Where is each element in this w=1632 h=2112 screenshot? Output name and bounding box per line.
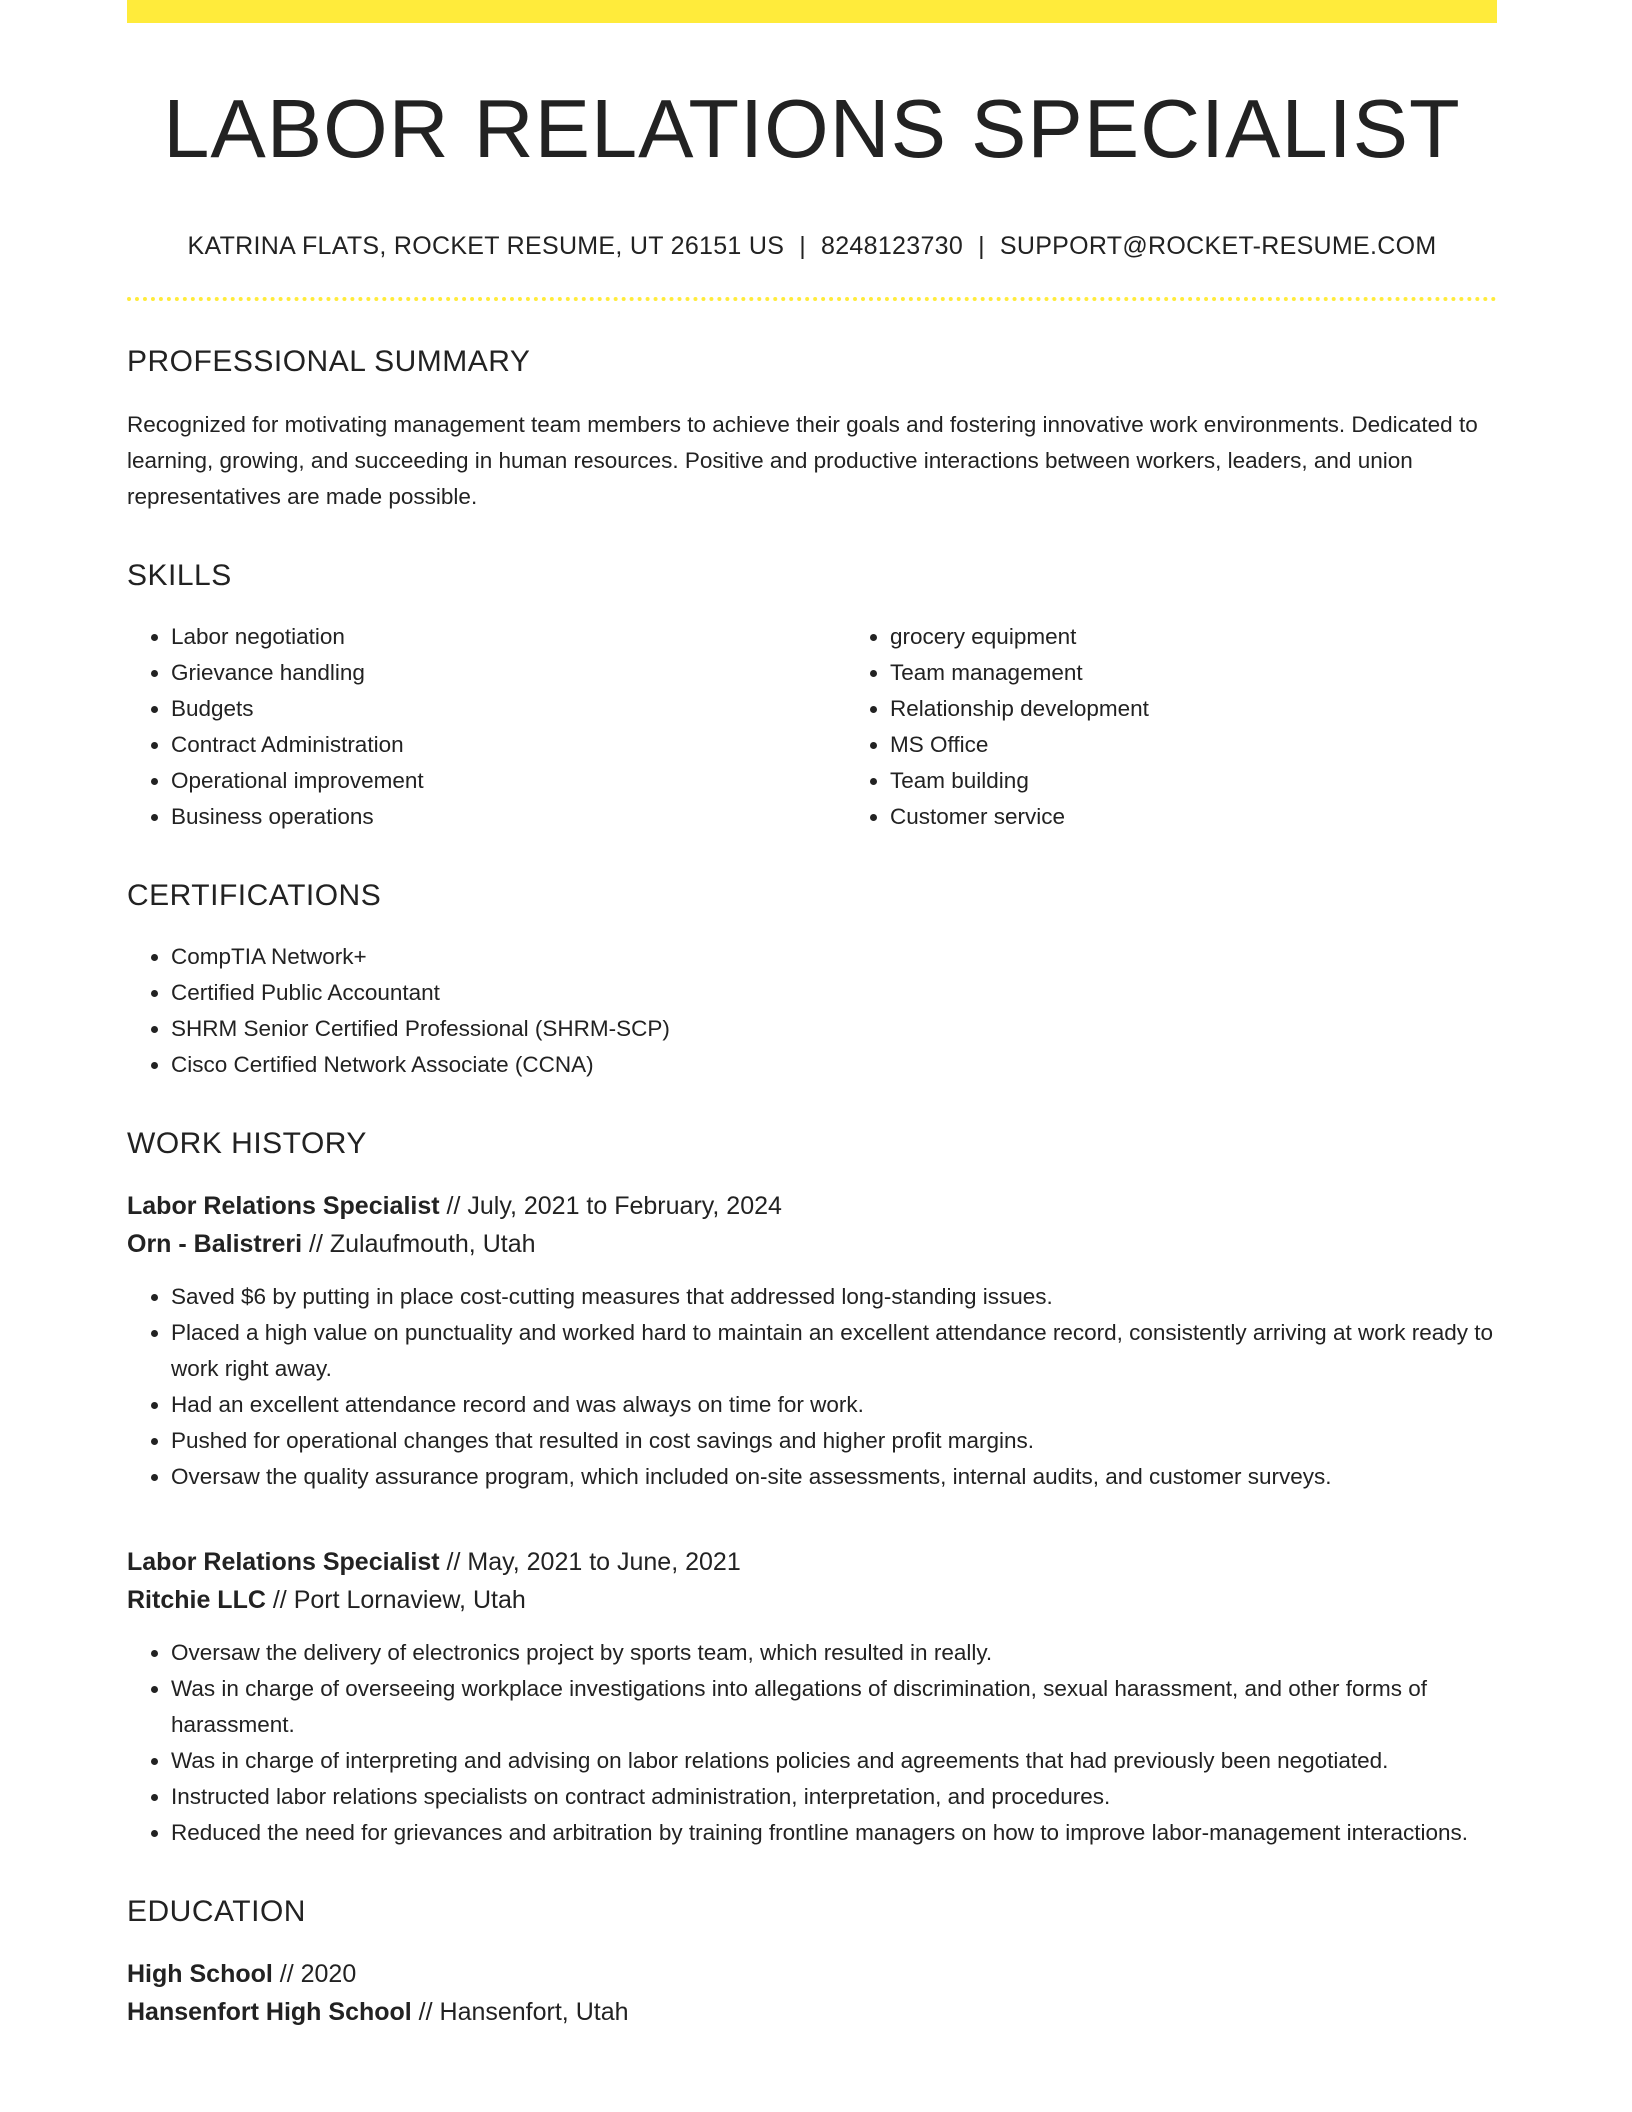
job-role-line: [127, 1187, 1497, 1225]
accent-bar: [127, 0, 1497, 23]
skill-item: • MS Office: [890, 727, 1565, 763]
skills-heading: SKILLS: [127, 559, 232, 593]
job-bullet: • Had an excellent attendance record and was always on time for work.: [171, 1387, 1497, 1423]
resume-page: [127, 0, 1497, 2031]
education-degree-line: [127, 1955, 1497, 1993]
job-dates: // May, 2021 to June, 2021: [439, 1548, 741, 1577]
resume-title: LABOR RELATIONS SPECIALIST: [163, 82, 1461, 175]
job-location: // Zulaufmouth, Utah: [302, 1230, 536, 1259]
education-location: // Hansenfort, Utah: [411, 1998, 629, 2027]
certification-item: • Certified Public Accountant: [171, 975, 1497, 1011]
certification-item: • Cisco Certified Network Associate (CCNA): [171, 1047, 1497, 1083]
job-bullet: • Oversaw the delivery of electronics project by sports team, which resulted in really.: [171, 1635, 1497, 1671]
contact-phone: 8248123730: [821, 232, 964, 261]
education-heading: EDUCATION: [127, 1895, 306, 1929]
skill-item: • Team building: [890, 763, 1565, 799]
job-bullet: • Oversaw the quality assurance program, which included on-site assessments, internal audits, and customer surveys.: [171, 1459, 1497, 1495]
certifications-heading: CERTIFICATIONS: [127, 879, 382, 913]
contact-address: KATRINA FLATS, ROCKET RESUME, UT 26151 US: [187, 232, 785, 261]
job-role: Labor Relations Specialist: [127, 1548, 440, 1577]
job-entry: [127, 1187, 1497, 1495]
summary-heading: PROFESSIONAL SUMMARY: [127, 345, 531, 379]
skill-item: • Business operations: [171, 799, 846, 835]
skill-item: • Operational improvement: [171, 763, 846, 799]
education-year: // 2020: [272, 1960, 357, 1989]
job-bullets: [127, 1279, 1497, 1495]
contact-line: [127, 232, 1497, 261]
job-dates: // July, 2021 to February, 2024: [439, 1192, 782, 1221]
summary-text: Recognized for motivating management team members to achieve their goals and fostering innovative work environments. Dedicated to learning, growing, and succeeding in human resources. Positive and productive interactions between workers, leaders, and union representatives are made possible.: [127, 412, 1478, 510]
dotted-divider: [127, 297, 1497, 301]
education-school-line: [127, 1993, 1497, 2031]
job-bullet: • Saved $6 by putting in place cost-cutting measures that addressed long-standing issues.: [171, 1279, 1497, 1315]
education-entry: [127, 1955, 1497, 2031]
skill-item: • Labor negotiation: [171, 619, 846, 655]
job-bullet: • Was in charge of overseeing workplace investigations into allegations of discrimination, sexual harassment, and other forms of harassment.: [171, 1671, 1497, 1743]
job-entry: [127, 1543, 1497, 1851]
skill-item: • Budgets: [171, 691, 846, 727]
skill-item: • Relationship development: [890, 691, 1565, 727]
certification-item: • SHRM Senior Certified Professional (SHRM-SCP): [171, 1011, 1497, 1047]
job-bullet: • Instructed labor relations specialists on contract administration, interpretation, and procedures.: [171, 1779, 1497, 1815]
contact-email: SUPPORT@ROCKET-RESUME.COM: [999, 232, 1437, 261]
job-bullet: • Reduced the need for grievances and arbitration by training frontline managers on how to improve labor-management interactions.: [171, 1815, 1497, 1851]
education-degree: High School: [127, 1960, 273, 1989]
job-company: Ritchie LLC: [127, 1586, 266, 1615]
job-company-line: [127, 1225, 1497, 1263]
job-role-line: [127, 1543, 1497, 1581]
job-bullet: • Pushed for operational changes that resulted in cost savings and higher profit margins.: [171, 1423, 1497, 1459]
skill-item: • Grievance handling: [171, 655, 846, 691]
skills-list: [127, 619, 1497, 835]
certifications-list: [127, 939, 1497, 1083]
certification-item: • CompTIA Network+: [171, 939, 1497, 975]
skills-column-2: [846, 619, 1565, 835]
skills-column-1: [127, 619, 846, 835]
job-company: Orn - Balistreri: [127, 1230, 303, 1259]
job-bullet: • Placed a high value on punctuality and worked hard to maintain an excellent attendance record, consistently arriving at work ready to work right away.: [171, 1315, 1497, 1387]
contact-separator: |: [978, 232, 985, 261]
job-bullets: [127, 1635, 1497, 1851]
skill-item: • Customer service: [890, 799, 1565, 835]
job-company-line: [127, 1581, 1497, 1619]
job-bullet: • Was in charge of interpreting and advising on labor relations policies and agreements that had previously been negotiated.: [171, 1743, 1497, 1779]
skill-item: • Team management: [890, 655, 1565, 691]
work-history-heading: WORK HISTORY: [127, 1127, 367, 1161]
education-school: Hansenfort High School: [127, 1998, 412, 2027]
contact-separator: |: [799, 232, 807, 261]
job-role: Labor Relations Specialist: [127, 1192, 440, 1221]
skill-item: • Contract Administration: [171, 727, 846, 763]
skill-item: • grocery equipment: [890, 619, 1565, 655]
job-location: // Port Lornaview, Utah: [265, 1586, 526, 1615]
